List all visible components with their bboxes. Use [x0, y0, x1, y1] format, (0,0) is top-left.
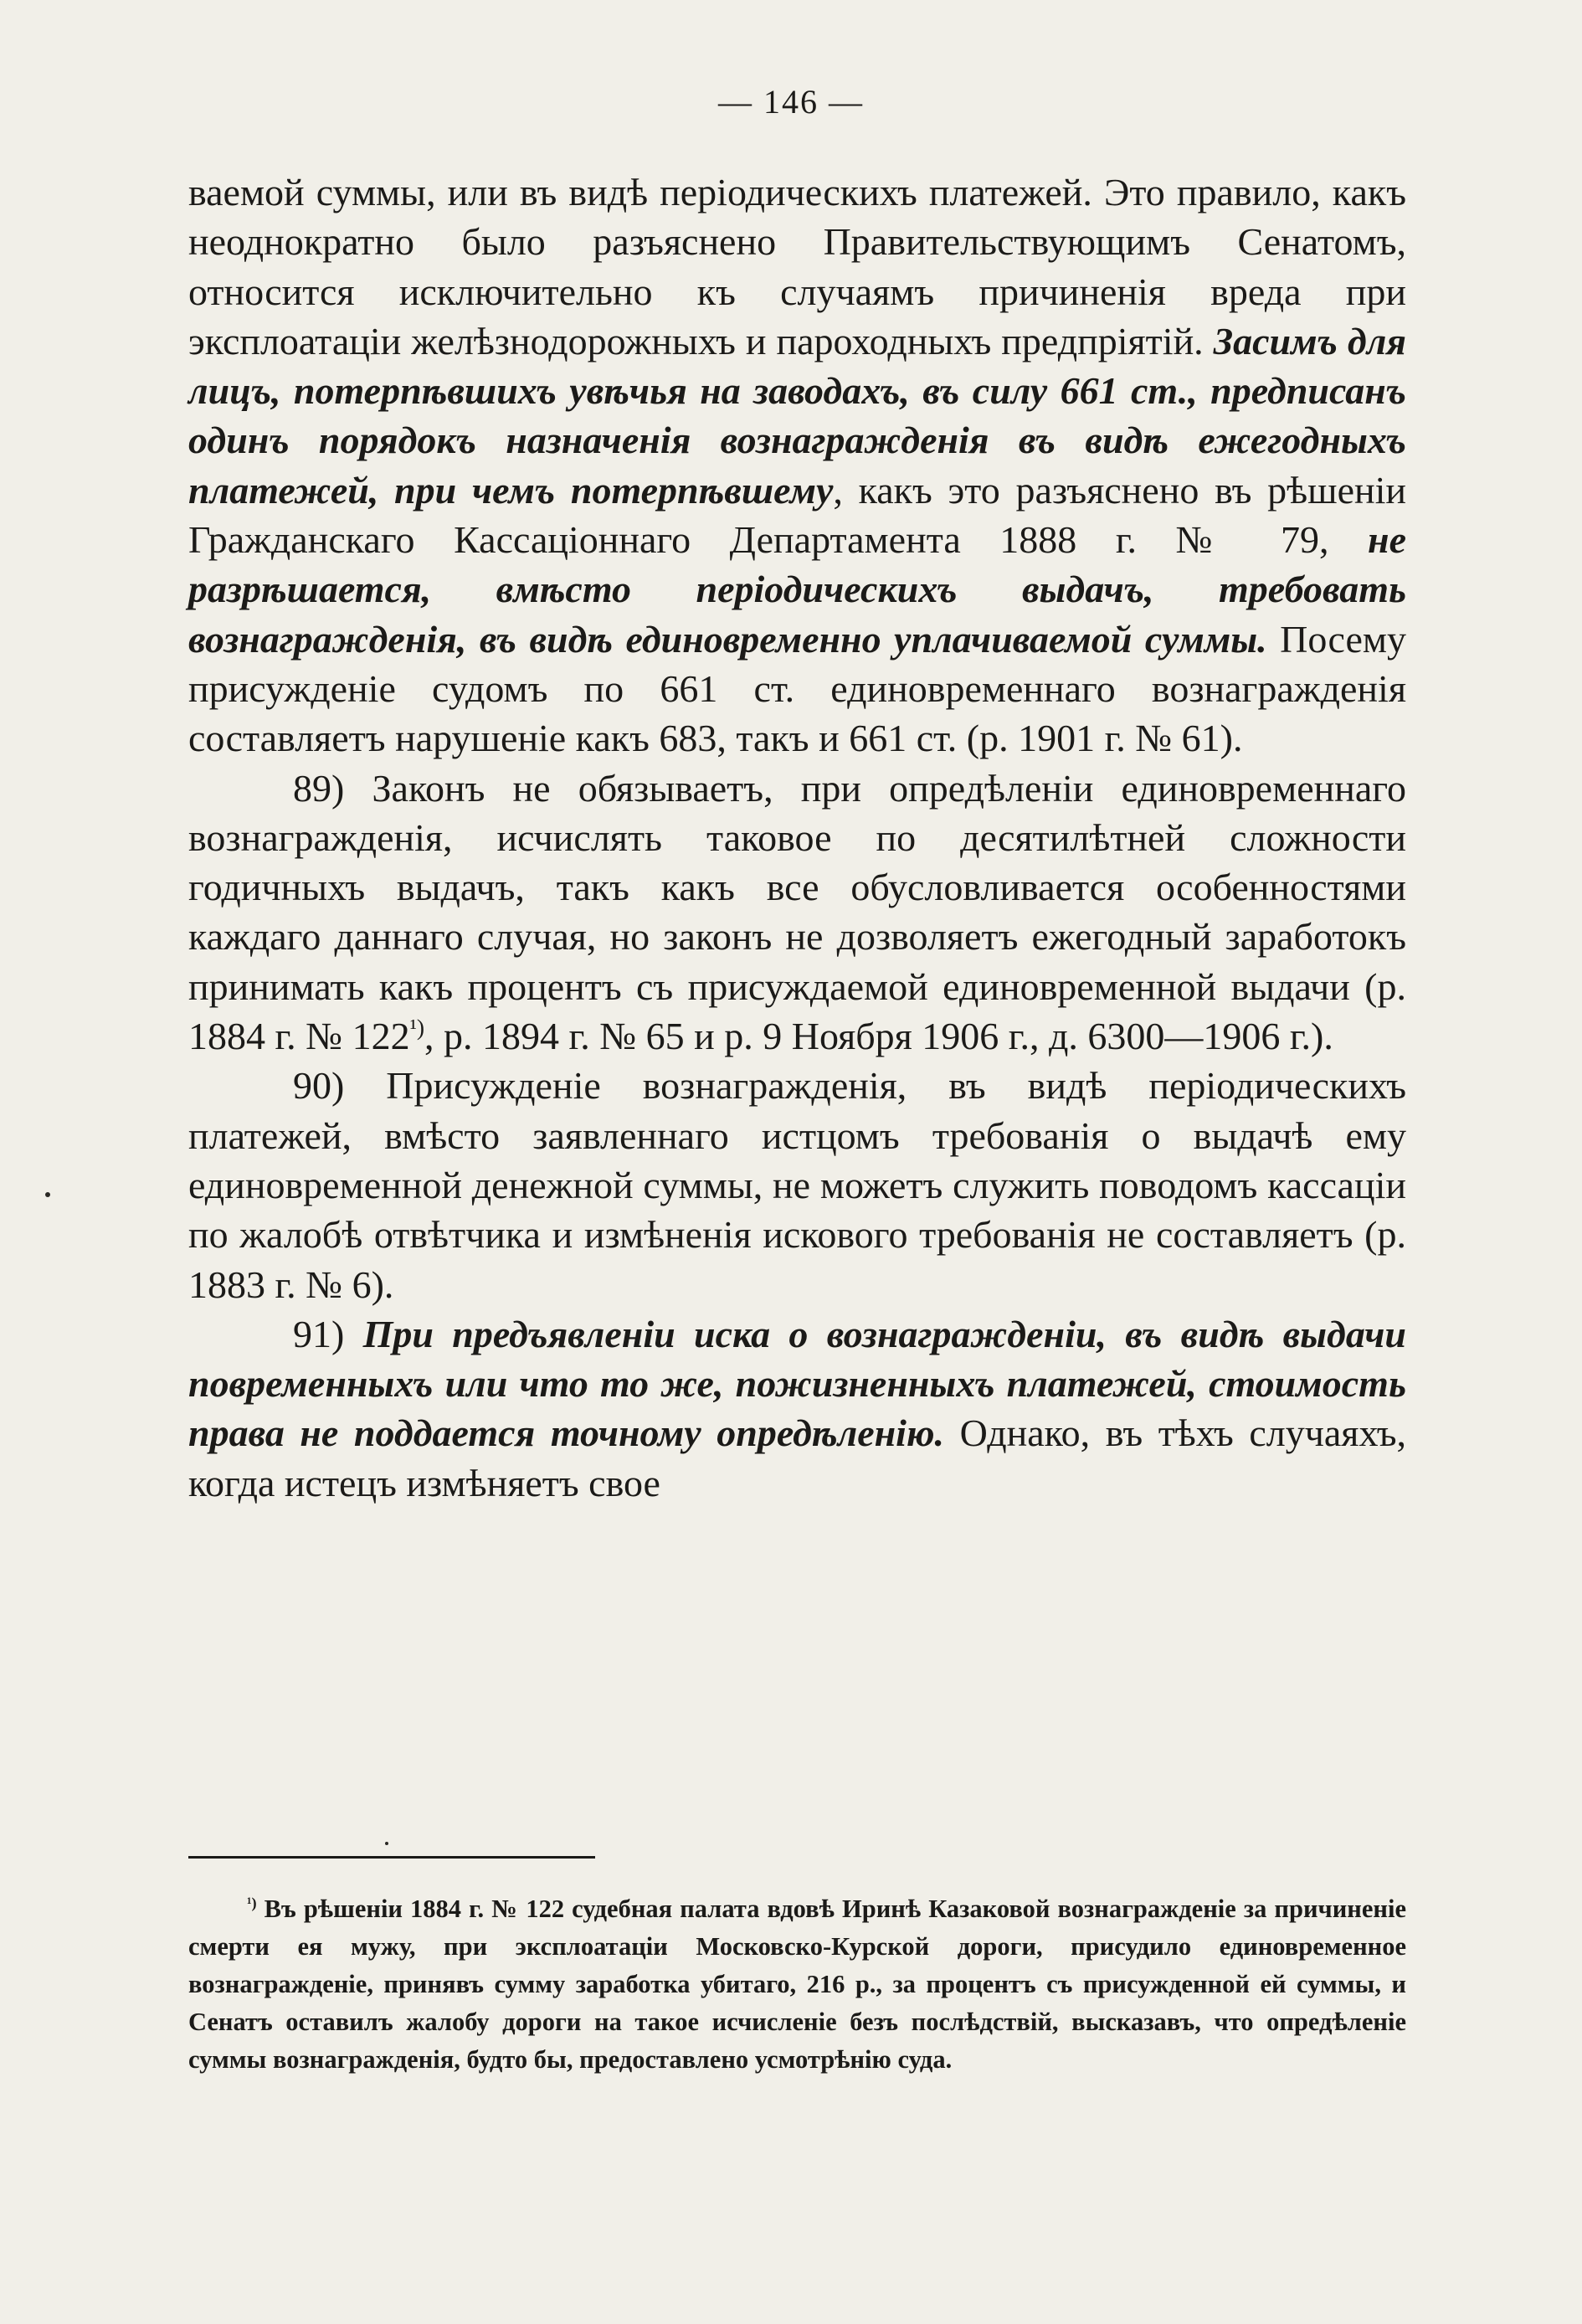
paragraph-continuation [188, 167, 1406, 764]
footnote-reference[interactable]: ¹) [409, 1014, 425, 1041]
footnote [188, 1890, 1406, 2079]
page-number: — 146 — [718, 83, 864, 121]
paragraph-italic: При предъявленіи иска о вознагражденіи, въ видѣ выдачи повременныхъ или что то же, пожизненныхъ платежей, стоимость права не поддается точному опредѣленію. [188, 1312, 1406, 1455]
paragraph-89 [188, 764, 1406, 1062]
paragraph-text: 89) Законъ не обязываетъ, при опредѣленіи единовременнаго вознагражденія, исчислять таковое по десятилѣтней сложности годичныхъ выдачъ, такъ какъ все обусловливается особенностями каждаго даннаго случая, но законъ не дозволяетъ ежегодный заработокъ принимать какъ процентъ съ присуждаемой единовременной выдачи (р. 1884 г. № 122 [188, 766, 1406, 1058]
paragraph-text: , р. 1894 г. № 65 и р. 9 Ноября 1906 г., д. 6300—1906 г.). [424, 1015, 1333, 1058]
paragraph-text: 90) Присужденіе вознагражденія, въ видѣ періодическихъ платежей, вмѣсто заявленнаго истцомъ требованія о выдачѣ ему единовременной денежной суммы, не можетъ служить поводомъ кассаціи по жалобѣ отвѣтчика и измѣненія искового требованія не составляетъ (р. 1883 г. № 6). [188, 1064, 1406, 1306]
stray-ink-dot [45, 1192, 50, 1197]
footnote-divider [188, 1856, 595, 1859]
stray-ink-dot [385, 1842, 388, 1845]
paragraph-text: Однако, въ тѣхъ случаяхъ, когда истецъ измѣняетъ свое [188, 1411, 1406, 1504]
footnote-text: Въ рѣшеніи 1884 г. № 122 судебная палата вдовѣ Иринѣ Казаковой вознагражденіе за причиненіе смерти ея мужу, при эксплоатаціи Московско-Курской дороги, присудило единовременное вознагражденіе, принявъ сумму заработка убитаго, 216 р., за процентъ съ присужденной ей суммы, и Сенатъ оставилъ жалобу дороги на такое исчисленіе безъ послѣдствій, высказавъ, что опредѣленіе суммы вознагражденія, будто бы, предоставлено усмотрѣнію суда. [188, 1895, 1406, 2074]
footnote-marker: ¹) [247, 1894, 257, 1911]
paragraph-italic: не разрѣшается, вмѣсто періодическихъ выдачъ, требовать вознагражденія, въ видѣ единовременно уплачиваемой суммы. [188, 518, 1406, 661]
paragraph-90 [188, 1061, 1406, 1309]
paragraph-text: , какъ это разъяснено въ рѣшеніи Гражданскаго Кассаціоннаго Департамента 1888 г. № 79, [188, 468, 1406, 562]
paragraph-italic: Засимъ для лицъ, потерпѣвшихъ увѣчья на заводахъ, въ силу 661 ст., предписанъ одинъ порядокъ назначенія вознагражденія въ видѣ ежегодныхъ платежей, при чемъ потерпѣвшему [188, 319, 1406, 512]
main-text [188, 167, 1406, 1508]
paragraph-text: Посему присужденіе судомъ по 661 ст. единовременнаго вознагражденія составляетъ нарушеніе какъ 683, такъ и 661 ст. (р. 1901 г. № 61). [188, 617, 1406, 760]
paragraph-91 [188, 1309, 1406, 1508]
paragraph-number: 91) [293, 1312, 363, 1355]
paragraph-text: ваемой суммы, или въ видѣ періодическихъ платежей. Это правило, какъ неоднократно было разъяснено Правительствующимъ Сенатомъ, относится исключительно къ случаямъ причиненія вреда при эксплоатаціи желѣзнодорожныхъ и пароходныхъ предпріятій. [188, 171, 1406, 362]
